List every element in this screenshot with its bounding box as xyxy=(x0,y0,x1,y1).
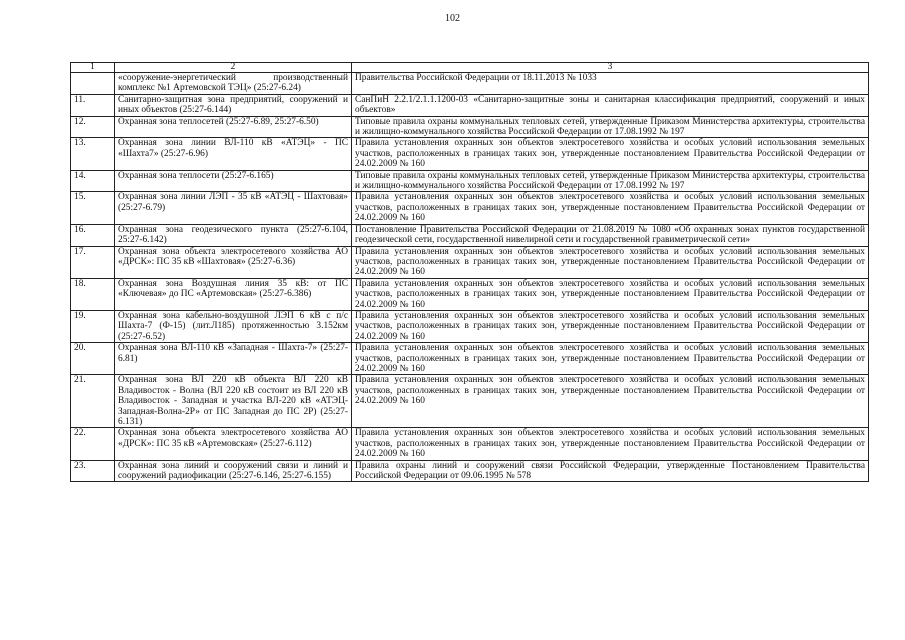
row-document: Типовые правила охраны коммунальных тепловых сетей, утвержденные Приказом Министерства архитектуры, строительства и жилищно-коммунального хозяйства Российской Федерации от 17.08.1992 № 197 xyxy=(352,170,869,192)
row-number: 20. xyxy=(71,343,115,375)
row-number: 17. xyxy=(71,246,115,278)
table-row xyxy=(71,116,869,138)
row-object: Охранная зона Воздушная линия 35 кВ: от ПС «Ключевая» до ПС «Артемовская» (25:27-6.386) xyxy=(115,278,352,310)
row-object: Охранная зона объекта электросетевого хозяйства АО «ДРСК»: ПС 35 кВ «Артемовская» (25:27-6.112) xyxy=(115,428,352,460)
column-header-document: 3 xyxy=(352,63,869,73)
row-number: 21. xyxy=(71,375,115,428)
row-object: Охранная зона теплосети (25:27-6.165) xyxy=(115,170,352,192)
table-row xyxy=(71,224,869,246)
row-document: Правила установления охранных зон объектов электросетевого хозяйства и особых условий использования земельных участков, расположенных в границах таких зон, утвержденные постановлением Правительства Российской Федерации от 24.02.2009 № 160 xyxy=(352,138,869,170)
row-document: Правила установления охранных зон объектов электросетевого хозяйства и особых условий использования земельных участков, расположенных в границах таких зон, утвержденные постановлением Правительства Российской Федерации от 24.02.2009 № 160 xyxy=(352,343,869,375)
table-row xyxy=(71,375,869,428)
row-number: 13. xyxy=(71,138,115,170)
table-row xyxy=(71,170,869,192)
row-document: Правила установления охранных зон объектов электросетевого хозяйства и особых условий использования земельных участков, расположенных в границах таких зон, утвержденные постановлением Правительства Российской Федерации от 24.02.2009 № 160 xyxy=(352,428,869,460)
row-document: Правила установления охранных зон объектов электросетевого хозяйства и особых условий использования земельных участков, расположенных в границах таких зон, утвержденные постановлением Правительства Российской Федерации от 24.02.2009 № 160 xyxy=(352,278,869,310)
table-row xyxy=(71,343,869,375)
row-document: Правительства Российской Федерации от 18.11.2013 № 1033 xyxy=(352,73,869,95)
row-number: 15. xyxy=(71,192,115,224)
column-header-number: 1 xyxy=(71,63,115,73)
table-row xyxy=(71,428,869,460)
row-number xyxy=(71,73,115,95)
table-row xyxy=(71,138,869,170)
row-document: Правила охраны линий и сооружений связи Российской Федерации, утвержденные Постановлением Правительства Российской Федерации от 09.06.1995 № 578 xyxy=(352,460,869,482)
table-row xyxy=(71,278,869,310)
row-object: Охранная зона геодезического пункта (25:27-6.104, 25:27-6.142) xyxy=(115,224,352,246)
row-object: Охранная зона ВЛ 220 кВ объекта ВЛ 220 кВ Владивосток - Волна (ВЛ 220 кВ состоит из ВЛ 220 кВ Владивосток - Западная и участка ВЛ-220 кВ «АТЭЦ-Западная-Волна-2Р» от ПС Западная до ПС 2Р) (25:27-6.131) xyxy=(115,375,352,428)
row-object: Санитарно-защитная зона предприятий, сооружений и иных объектов (25:27-6.144) xyxy=(115,94,352,116)
row-number: 18. xyxy=(71,278,115,310)
row-document: Правила установления охранных зон объектов электросетевого хозяйства и особых условий использования земельных участков, расположенных в границах таких зон, утвержденные постановлением Правительства Российской Федерации от 24.02.2009 № 160 xyxy=(352,375,869,428)
table-row xyxy=(71,192,869,224)
row-object: Охранная зона линии ЛЭП - 35 кВ «АТЭЦ - Шахтовая» (25:27-6.79) xyxy=(115,192,352,224)
table-row xyxy=(71,94,869,116)
row-number: 23. xyxy=(71,460,115,482)
row-document: СанПиН 2.2.1/2.1.1.1200-03 «Санитарно-защитные зоны и санитарная классификация предприятий, сооружений и иных объектов» xyxy=(352,94,869,116)
column-header-object: 2 xyxy=(115,63,352,73)
row-number: 16. xyxy=(71,224,115,246)
row-document: Постановление Правительства Российской Федерации от 21.08.2019 № 1080 «Об охранных зонах пунктов государственной геодезической сети, государственной нивелирной сети и государственной гравиметрической сети» xyxy=(352,224,869,246)
row-document: Типовые правила охраны коммунальных тепловых сетей, утвержденные Приказом Министерства архитектуры, строительства и жилищно-коммунального хозяйства Российской Федерации от 17.08.1992 № 197 xyxy=(352,116,869,138)
row-object: Охранная зона линий и сооружений связи и линий и сооружений радиофикации (25:27-6.146, 25:27-6.155) xyxy=(115,460,352,482)
row-object: Охранная зона ВЛ-110 кВ «Западная - Шахта-7» (25:27-6.81) xyxy=(115,343,352,375)
row-number: 22. xyxy=(71,428,115,460)
row-number: 12. xyxy=(71,116,115,138)
row-object: Охранная зона теплосетей (25:27-6.89, 25:27-6.50) xyxy=(115,116,352,138)
table-row xyxy=(71,246,869,278)
row-document: Правила установления охранных зон объектов электросетевого хозяйства и особых условий использования земельных участков, расположенных в границах таких зон, утвержденные постановлением Правительства Российской Федерации от 24.02.2009 № 160 xyxy=(352,192,869,224)
table-row xyxy=(71,460,869,482)
table-header-row xyxy=(71,63,869,73)
row-document: Правила установления охранных зон объектов электросетевого хозяйства и особых условий использования земельных участков, расположенных в границах таких зон, утвержденные постановлением Правительства Российской Федерации от 24.02.2009 № 160 xyxy=(352,246,869,278)
zones-table xyxy=(70,62,869,482)
row-object: Охранная зона объекта электросетевого хозяйства АО «ДРСК»: ПС 35 кВ «Шахтовая» (25:27-6.36) xyxy=(115,246,352,278)
table-row xyxy=(71,73,869,95)
row-document: Правила установления охранных зон объектов электросетевого хозяйства и особых условий использования земельных участков, расположенных в границах таких зон, утвержденные постановлением Правительства Российской Федерации от 24.02.2009 № 160 xyxy=(352,310,869,342)
row-number: 11. xyxy=(71,94,115,116)
page-number: 102 xyxy=(445,13,460,24)
row-number: 19. xyxy=(71,310,115,342)
row-object: Охранная зона кабельно-воздушной ЛЭП 6 кВ с п/с Шахта-7 (Ф-15) (лит.Л185) протяженностью 3.152км (25:27-6.52) xyxy=(115,310,352,342)
row-object: «сооружение-энергетический производственный комплекс №1 Артемовской ТЭЦ» (25:27-6.24) xyxy=(115,73,352,95)
row-object: Охранная зона линии ВЛ-110 кВ «АТЭЦ» - ПС «Шахта7» (25:27-6.96) xyxy=(115,138,352,170)
row-number: 14. xyxy=(71,170,115,192)
table-row xyxy=(71,310,869,342)
